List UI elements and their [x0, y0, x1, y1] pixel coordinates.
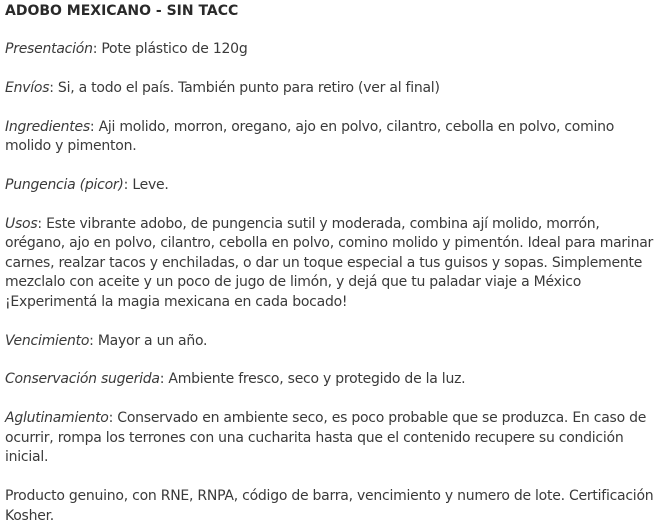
clumping-text: : Conservado en ambiente seco, es poco probable que se produzca. En caso de ocurrir, rompa los terrones con una cucharita hasta que el contenido recupere su condición inicial.: [5, 410, 647, 466]
uses-paragraph: [5, 215, 654, 312]
expiration-paragraph: [5, 332, 654, 351]
uses-text: : Este vibrante adobo, de pungencia sutil y moderada, combina ají molido, morrón, orégano, ajo en polvo, cilantro, cebolla en polvo, comino molido y pimentón. Ideal para marinar carnes, realzar tacos y enchiladas, o dar un toque especial a tus guisos y sopas. Simplemente mezclalo con aceite y un poco de jugo de limón, y dejá que tu paladar viaje a México ¡Experimentá la magia mexicana en cada bocado!: [5, 216, 654, 310]
clumping-label: Aglutinamiento: [5, 410, 109, 427]
shipping-label: Envíos: [5, 79, 50, 96]
presentation-label: Presentación: [5, 41, 93, 57]
ingredients-label: Ingredientes: [5, 118, 90, 135]
ingredients-paragraph: [5, 118, 654, 157]
ingredients-text: : Aji molido, morron, oregano, ajo en polvo, cilantro, cebolla en polvo, comino molido y pimenton.: [5, 118, 615, 155]
pungency-paragraph: [5, 176, 654, 195]
uses-label: Usos: [5, 216, 38, 233]
expiration-text: : Mayor a un año.: [89, 332, 208, 349]
pungency-label: Pungencia (picor): [5, 177, 124, 194]
storage-text: : Ambiente fresco, seco y protegido de la luz.: [159, 371, 466, 388]
shipping-text: : Si, a todo el país. También punto para retiro (ver al final): [49, 79, 440, 96]
presentation-text: : Pote plástico de 120g: [92, 41, 248, 57]
shipping-paragraph: [5, 79, 654, 98]
storage-paragraph: [5, 370, 654, 389]
pungency-text: : Leve.: [123, 177, 169, 194]
storage-label: Conservación sugerida: [5, 371, 160, 388]
clumping-paragraph: [5, 409, 654, 467]
presentation-paragraph: [5, 40, 654, 59]
expiration-label: Vencimiento: [5, 332, 90, 349]
certification-paragraph: Producto genuino, con RNE, RNPA, código de barra, vencimiento y numero de lote. Certificación Kosher.: [5, 488, 654, 524]
product-title: ADOBO MEXICANO - SIN TACC: [5, 3, 239, 19]
